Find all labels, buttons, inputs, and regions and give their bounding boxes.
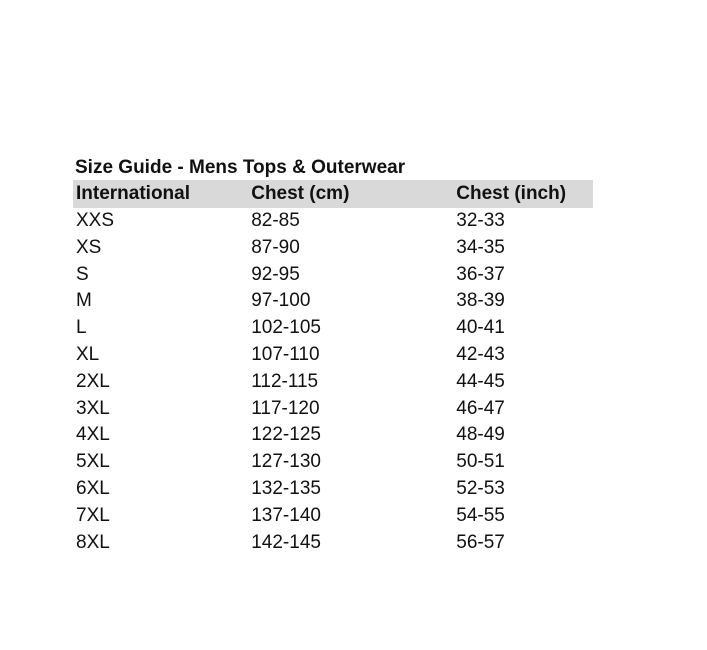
chest-cm-cell: 97-100	[251, 290, 311, 312]
size-table-body	[73, 208, 593, 556]
table-row	[73, 396, 593, 423]
table-row	[73, 208, 593, 235]
header-chest-cm: Chest (cm)	[251, 183, 350, 204]
size-cell: XXS	[76, 210, 115, 231]
chest-inch-cell: 34-35	[456, 236, 505, 258]
chest-cm-cell: 122-125	[251, 424, 321, 446]
size-cell: 5XL	[76, 451, 110, 473]
chest-cm-cell: 87-90	[251, 236, 300, 258]
table-row	[73, 262, 593, 289]
chest-inch-cell: 52-53	[456, 477, 505, 499]
chest-cm-cell: 107-110	[251, 343, 320, 365]
size-cell: S	[76, 263, 89, 285]
chest-inch-cell: 40-41	[456, 317, 505, 339]
chest-cm-cell: 127-130	[251, 451, 321, 473]
size-cell: M	[76, 290, 92, 312]
size-cell: 3XL	[76, 397, 110, 419]
size-cell: XL	[76, 343, 100, 365]
table-row	[73, 288, 593, 315]
chest-inch-cell: 36-37	[456, 263, 505, 285]
chest-inch-cell: 38-39	[456, 290, 505, 312]
chest-inch-cell: 46-47	[456, 397, 505, 419]
table-row	[73, 342, 593, 369]
table-row	[73, 369, 593, 396]
size-guide-title: Size Guide - Mens Tops & Outerwear	[75, 157, 406, 178]
chest-cm-cell: 112-115	[251, 370, 319, 392]
size-cell: 8XL	[76, 531, 110, 553]
size-cell: 6XL	[76, 477, 110, 499]
chest-cm-cell: 102-105	[251, 317, 321, 339]
header-chest-inch: Chest (inch)	[456, 183, 567, 204]
chest-cm-cell: 142-145	[251, 531, 321, 553]
table-row	[73, 315, 593, 342]
header-row	[73, 180, 593, 208]
table-row	[73, 235, 593, 262]
table-row	[73, 476, 593, 503]
chest-inch-cell: 54-55	[456, 504, 505, 526]
chest-inch-cell: 44-45	[456, 370, 505, 392]
chest-inch-cell: 48-49	[456, 424, 505, 446]
table-row	[73, 422, 593, 449]
size-cell: 7XL	[76, 504, 110, 526]
chest-cm-cell: 92-95	[251, 263, 300, 285]
size-table-header	[73, 180, 593, 208]
chest-cm-cell: 137-140	[251, 504, 321, 526]
table-row	[73, 530, 593, 557]
chest-inch-cell: 56-57	[456, 531, 505, 553]
chest-cm-cell: 82-85	[251, 210, 300, 231]
chest-inch-cell: 32-33	[456, 210, 505, 231]
size-cell: L	[76, 317, 87, 339]
chest-cm-cell: 117-120	[251, 397, 320, 419]
table-row	[73, 503, 593, 530]
chest-inch-cell: 42-43	[456, 343, 505, 365]
size-cell: 2XL	[76, 370, 110, 392]
size-cell: XS	[76, 236, 102, 258]
chest-inch-cell: 50-51	[456, 451, 505, 473]
size-cell: 4XL	[76, 424, 110, 446]
header-international: International	[76, 183, 191, 204]
chest-cm-cell: 132-135	[251, 477, 321, 499]
size-table	[73, 180, 593, 556]
table-row	[73, 449, 593, 476]
